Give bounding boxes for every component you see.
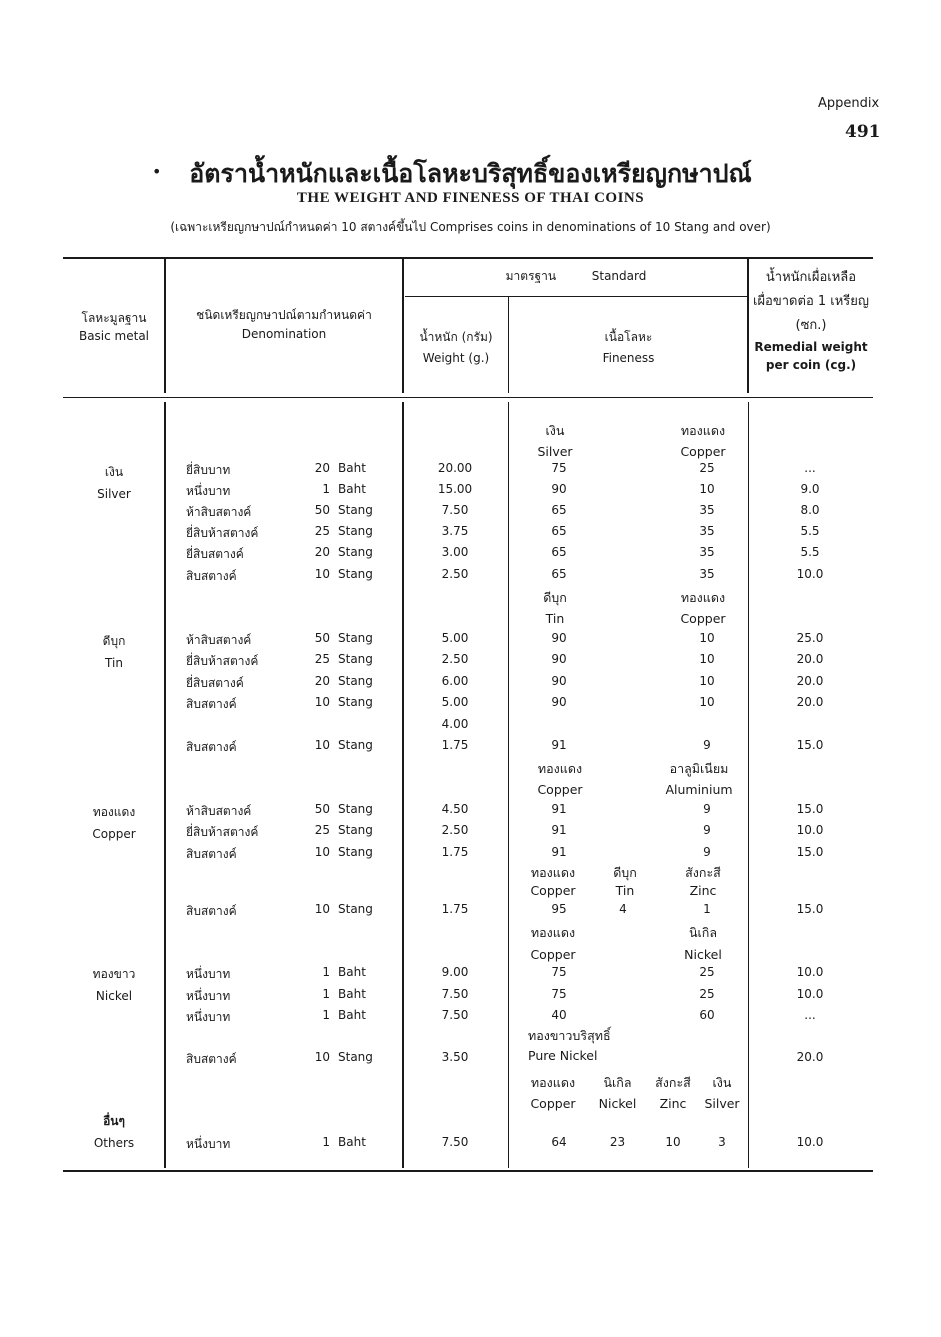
row-4-f1: 65 — [551, 545, 567, 559]
metal-silver-en: Silver — [537, 444, 573, 459]
row-17-weight: 7.50 — [441, 987, 469, 1001]
row-19-num: 10 — [314, 1050, 330, 1064]
row-12-f1: 91 — [551, 802, 567, 816]
row-12-f2: 9 — [703, 802, 711, 816]
row-17-rem: 10.0 — [796, 987, 824, 1001]
group-copper-th: ทองแดง — [92, 805, 136, 819]
row-20-f3: 10 — [665, 1135, 681, 1149]
row-6-unit: Stang — [338, 631, 373, 645]
metal-silver-th: เงิน — [545, 423, 565, 438]
row-18-name-th: หนึ่งบาท — [186, 1010, 231, 1024]
header-denomination — [166, 305, 402, 342]
row-4-num: 20 — [314, 545, 330, 559]
row-18-weight: 7.50 — [441, 1008, 469, 1022]
header-denomination-th: ชนิดเหรียญกษาปณ์ตามกำหนดค่า — [196, 308, 372, 322]
fineness-label-copper-3 — [520, 758, 600, 800]
metal-nickel-th: นิเกิล — [603, 1075, 632, 1090]
row-3-f2: 35 — [699, 524, 715, 538]
row-16-unit: Baht — [338, 965, 366, 979]
metal-copper-th: ทองแดง — [530, 1075, 576, 1090]
row-9-f1: 90 — [551, 695, 567, 709]
row-16-rem: 10.0 — [796, 965, 824, 979]
group-copper-en: Copper — [92, 827, 136, 841]
fineness-label-copper-4 — [518, 864, 588, 900]
row-17-f1: 75 — [551, 987, 567, 1001]
row-2-weight: 7.50 — [441, 503, 469, 517]
row-15-unit: Stang — [338, 902, 373, 916]
group-nickel — [64, 963, 164, 1007]
group-tin-en: Tin — [105, 656, 123, 670]
row-5-num: 10 — [314, 567, 330, 581]
header-remedial-th3: (ซก.) — [795, 318, 827, 333]
row-8-unit: Stang — [338, 674, 373, 688]
row-8-num: 20 — [314, 674, 330, 688]
row-20-rem: 10.0 — [796, 1135, 824, 1149]
row-14-unit: Stang — [338, 845, 373, 859]
row-7-f2: 10 — [699, 652, 715, 666]
group-silver-en: Silver — [97, 487, 131, 501]
row-6-rem: 25.0 — [796, 631, 824, 645]
fineness-label-copper-6 — [518, 1072, 588, 1114]
row-15-f1: 95 — [551, 902, 567, 916]
metal-aluminium-en: Aluminium — [665, 782, 733, 797]
row-7-weight: 2.50 — [441, 652, 469, 666]
row-4-weight: 3.00 — [441, 545, 469, 559]
row-9-weight: 5.00 — [441, 695, 469, 709]
row-5-f2: 35 — [699, 567, 715, 581]
page-title-english: THE WEIGHT AND FINENESS OF THAI COINS — [296, 190, 645, 206]
row-2-unit: Stang — [338, 503, 373, 517]
row-1-rem: 9.0 — [800, 482, 820, 496]
row-9-name-th: สิบสตางค์ — [186, 697, 237, 711]
row-20-f1: 64 — [551, 1135, 567, 1149]
row-0-num: 20 — [314, 461, 330, 475]
row-12-rem: 15.0 — [796, 802, 824, 816]
row-4-unit: Stang — [338, 545, 373, 559]
row-11-name-th: สิบสตางค์ — [186, 740, 237, 754]
group-others — [64, 1110, 164, 1154]
group-others-en: Others — [93, 1136, 135, 1150]
row-6-num: 50 — [314, 631, 330, 645]
fineness-label-pure-nickel — [528, 1026, 611, 1066]
row-12-num: 50 — [314, 802, 330, 816]
row-14-weight: 1.75 — [441, 845, 469, 859]
metal-silver-en: Silver — [704, 1096, 740, 1111]
row-11-num: 10 — [314, 738, 330, 752]
row-3-unit: Stang — [338, 524, 373, 538]
row-16-num: 1 — [322, 965, 330, 979]
metal-aluminium-th: อาลูมิเนียม — [669, 761, 729, 776]
fineness-label-tin — [520, 587, 590, 629]
fineness-label-copper-2 — [668, 587, 738, 629]
row-16-weight: 9.00 — [441, 965, 469, 979]
metal-nickel-th: นิเกิล — [688, 925, 718, 940]
row-20-name-th: หนึ่งบาท — [186, 1137, 231, 1151]
group-copper — [64, 801, 164, 845]
header-remedial — [749, 266, 873, 374]
header-denomination-en: Denomination — [241, 327, 327, 341]
row-16-f1: 75 — [551, 965, 567, 979]
row-14-num: 10 — [314, 845, 330, 859]
row-11-f2: 9 — [703, 738, 711, 752]
fineness-label-zinc-2 — [648, 1072, 698, 1114]
metal-pure-nickel-en: Pure Nickel — [528, 1048, 598, 1063]
fineness-label-nickel-2 — [590, 1072, 645, 1114]
row-1-num: 1 — [322, 482, 330, 496]
row-1-f2: 10 — [699, 482, 715, 496]
row-8-f2: 10 — [699, 674, 715, 688]
row-18-f2: 60 — [699, 1008, 715, 1022]
appendix-label: Appendix — [818, 96, 880, 111]
row-5-rem: 10.0 — [796, 567, 824, 581]
row-11-f1: 91 — [551, 738, 567, 752]
row-7-unit: Stang — [338, 652, 373, 666]
row-5-unit: Stang — [338, 567, 373, 581]
row-16-name-th: หนึ่งบาท — [186, 967, 231, 981]
row-0-name-th: ยี่สิบบาท — [186, 463, 231, 477]
bullet-mark: • — [152, 162, 162, 181]
col-divider-2-header — [402, 257, 404, 393]
row-8-rem: 20.0 — [796, 674, 824, 688]
row-15-f2: 4 — [619, 902, 627, 916]
row-3-name-th: ยี่สิบห้าสตางค์ — [186, 526, 259, 540]
row-12-name-th: ห้าสิบสตางค์ — [186, 804, 252, 818]
header-standard-en: Standard — [591, 269, 647, 283]
row-9-rem: 20.0 — [796, 695, 824, 709]
row-9-num: 10 — [314, 695, 330, 709]
row-6-f2: 10 — [699, 631, 715, 645]
row-11-unit: Stang — [338, 738, 373, 752]
metal-copper-th: ทองแดง — [680, 423, 726, 438]
col-divider-2-body — [402, 402, 404, 1168]
row-18-num: 1 — [322, 1008, 330, 1022]
row-15-num: 10 — [314, 902, 330, 916]
group-silver — [64, 461, 164, 505]
row-12-weight: 4.50 — [441, 802, 469, 816]
row-6-f1: 90 — [551, 631, 567, 645]
page-number: 491 — [845, 122, 881, 142]
row-13-num: 25 — [314, 823, 330, 837]
metal-zinc-en: Zinc — [659, 1096, 687, 1111]
row-8-weight: 6.00 — [441, 674, 469, 688]
row-14-f2: 9 — [703, 845, 711, 859]
row-15-name-th: สิบสตางค์ — [186, 904, 237, 918]
fineness-label-copper-5 — [518, 922, 588, 966]
row-13-rem: 10.0 — [796, 823, 824, 837]
group-nickel-th: ทองขาว — [92, 967, 136, 981]
row-2-rem: 8.0 — [800, 503, 820, 517]
fineness-label-tin-2 — [600, 864, 650, 900]
row-6-name-th: ห้าสิบสตางค์ — [186, 633, 252, 647]
row-18-unit: Baht — [338, 1008, 366, 1022]
row-10-weight: 4.00 — [441, 717, 469, 731]
row-2-f1: 65 — [551, 503, 567, 517]
page-subtitle: (เฉพาะเหรียญกษาปณ์กำหนดค่า 10 สตางค์ขึ้นไป Comprises coins in denominations of 10 Stang and over) — [170, 220, 771, 234]
fineness-label-nickel — [668, 922, 738, 966]
row-1-f1: 90 — [551, 482, 567, 496]
row-3-weight: 3.75 — [441, 524, 469, 538]
header-basic-metal-th: โลหะมูลฐาน — [81, 311, 147, 325]
row-0-weight: 20.00 — [437, 461, 473, 475]
row-5-weight: 2.50 — [441, 567, 469, 581]
row-19-name-th: สิบสตางค์ — [186, 1052, 237, 1066]
table-top-rule — [63, 257, 873, 259]
row-17-num: 1 — [322, 987, 330, 1001]
metal-nickel-en: Nickel — [598, 1096, 637, 1111]
row-20-weight: 7.50 — [441, 1135, 469, 1149]
row-19-rem: 20.0 — [796, 1050, 824, 1064]
header-bottom-rule — [63, 397, 873, 398]
metal-copper-en: Copper — [530, 1096, 576, 1111]
col-divider-1-body — [164, 402, 166, 1168]
header-remedial-en2: per coin (cg.) — [765, 358, 857, 372]
fineness-label-silver — [520, 420, 590, 462]
header-remedial-en1: Remedial weight — [754, 340, 868, 354]
metal-copper-th: ทองแดง — [680, 590, 726, 605]
row-17-unit: Baht — [338, 987, 366, 1001]
row-0-rem: ... — [804, 461, 816, 475]
row-19-weight: 3.50 — [441, 1050, 469, 1064]
metal-nickel-en: Nickel — [684, 947, 722, 962]
col-divider-4-body — [748, 402, 749, 1168]
row-18-rem: ... — [804, 1008, 816, 1022]
row-0-f2: 25 — [699, 461, 715, 475]
row-17-f2: 25 — [699, 987, 715, 1001]
row-20-f2: 23 — [609, 1135, 626, 1149]
row-20-f4: 3 — [718, 1135, 726, 1149]
row-2-name-th: ห้าสิบสตางค์ — [186, 505, 252, 519]
metal-pure-nickel-th: ทองขาวบริสุทธิ์ — [528, 1028, 611, 1043]
metal-copper-th: ทองแดง — [530, 865, 576, 880]
metal-copper-en: Copper — [530, 883, 576, 898]
header-basic-metal-en: Basic metal — [78, 329, 150, 343]
row-7-num: 25 — [314, 652, 330, 666]
header-standard-th: มาตรฐาน — [505, 269, 557, 283]
metal-copper-en: Copper — [530, 947, 576, 962]
row-6-weight: 5.00 — [441, 631, 469, 645]
row-5-name-th: สิบสตางค์ — [186, 569, 237, 583]
header-remedial-th1: น้ำหนักเผื่อเหลือ — [765, 270, 857, 285]
header-remedial-th2: เผื่อขาดต่อ 1 เหรียญ — [753, 294, 869, 309]
table-bottom-rule — [63, 1170, 873, 1172]
row-9-unit: Stang — [338, 695, 373, 709]
group-nickel-en: Nickel — [95, 989, 133, 1003]
header-fineness — [510, 327, 747, 369]
row-12-unit: Stang — [338, 802, 373, 816]
col-divider-3-header — [508, 296, 509, 393]
row-4-f2: 35 — [699, 545, 715, 559]
page-title-thai: อัตราน้ำหนักและเนื้อโลหะบริสุทธิ์ของเหรียญกษาปณ์ — [189, 159, 752, 188]
metal-copper-th: ทองแดง — [530, 925, 576, 940]
group-tin — [64, 630, 164, 674]
row-15-rem: 15.0 — [796, 902, 824, 916]
row-17-name-th: หนึ่งบาท — [186, 989, 231, 1003]
metal-tin-en: Tin — [615, 883, 635, 898]
header-weight-en: Weight (g.) — [422, 351, 490, 365]
row-13-f2: 9 — [703, 823, 711, 837]
row-2-f2: 35 — [699, 503, 715, 517]
group-tin-th: ดีบุก — [102, 634, 126, 648]
row-4-name-th: ยี่สิบสตางค์ — [186, 547, 244, 561]
row-14-f1: 91 — [551, 845, 567, 859]
row-5-f1: 65 — [551, 567, 567, 581]
fineness-label-copper — [668, 420, 738, 462]
row-0-unit: Baht — [338, 461, 366, 475]
col-divider-3-body — [508, 402, 509, 1168]
header-fineness-en: Fineness — [602, 351, 655, 365]
row-1-name-th: หนึ่งบาท — [186, 484, 231, 498]
metal-copper-en: Copper — [537, 782, 583, 797]
metal-zinc-en: Zinc — [689, 883, 717, 898]
metal-copper-th: ทองแดง — [537, 761, 583, 776]
metal-tin-th: ดีบุก — [543, 590, 567, 605]
row-15-f3: 1 — [703, 902, 711, 916]
row-3-f1: 65 — [551, 524, 567, 538]
row-13-name-th: ยี่สิบห้าสตางค์ — [186, 825, 259, 839]
header-standard — [405, 266, 747, 287]
metal-silver-th: เงิน — [712, 1075, 732, 1090]
row-7-rem: 20.0 — [796, 652, 824, 666]
row-13-unit: Stang — [338, 823, 373, 837]
row-18-f1: 40 — [551, 1008, 567, 1022]
row-19-unit: Stang — [338, 1050, 373, 1064]
header-weight-th: น้ำหนัก (กรัม) — [419, 330, 493, 344]
metal-tin-en: Tin — [545, 611, 565, 626]
row-1-unit: Baht — [338, 482, 366, 496]
fineness-label-aluminium — [654, 758, 744, 800]
row-16-f2: 25 — [699, 965, 715, 979]
row-14-name-th: สิบสตางค์ — [186, 847, 237, 861]
fineness-label-zinc — [668, 864, 738, 900]
row-8-name-th: ยี่สิบสตางค์ — [186, 676, 244, 690]
row-8-f1: 90 — [551, 674, 567, 688]
group-silver-th: เงิน — [104, 465, 124, 479]
header-weight — [404, 327, 508, 369]
header-basic-metal — [64, 308, 164, 343]
row-11-rem: 15.0 — [796, 738, 824, 752]
row-13-weight: 2.50 — [441, 823, 469, 837]
group-others-th: อื่นๆ — [103, 1114, 125, 1128]
row-11-weight: 1.75 — [441, 738, 469, 752]
row-15-weight: 1.75 — [441, 902, 469, 916]
row-9-f2: 10 — [699, 695, 715, 709]
standard-sub-rule — [405, 296, 747, 297]
metal-tin-th: ดีบุก — [613, 865, 637, 880]
row-0-f1: 75 — [551, 461, 567, 475]
row-20-num: 1 — [322, 1135, 330, 1149]
metal-copper-en: Copper — [680, 611, 726, 626]
metal-zinc-th: สังกะสี — [655, 1075, 691, 1090]
row-1-weight: 15.00 — [437, 482, 473, 496]
row-2-num: 50 — [314, 503, 330, 517]
row-20-unit: Baht — [338, 1135, 366, 1149]
row-13-f1: 91 — [551, 823, 567, 837]
fineness-label-silver-2 — [700, 1072, 744, 1114]
row-7-name-th: ยี่สิบห้าสตางค์ — [186, 654, 259, 668]
metal-copper-en: Copper — [680, 444, 726, 459]
row-3-num: 25 — [314, 524, 330, 538]
row-3-rem: 5.5 — [800, 524, 820, 538]
header-fineness-th: เนื้อโลหะ — [604, 330, 653, 344]
row-4-rem: 5.5 — [800, 545, 820, 559]
metal-zinc-th: สังกะสี — [685, 865, 721, 880]
row-14-rem: 15.0 — [796, 845, 824, 859]
row-7-f1: 90 — [551, 652, 567, 666]
